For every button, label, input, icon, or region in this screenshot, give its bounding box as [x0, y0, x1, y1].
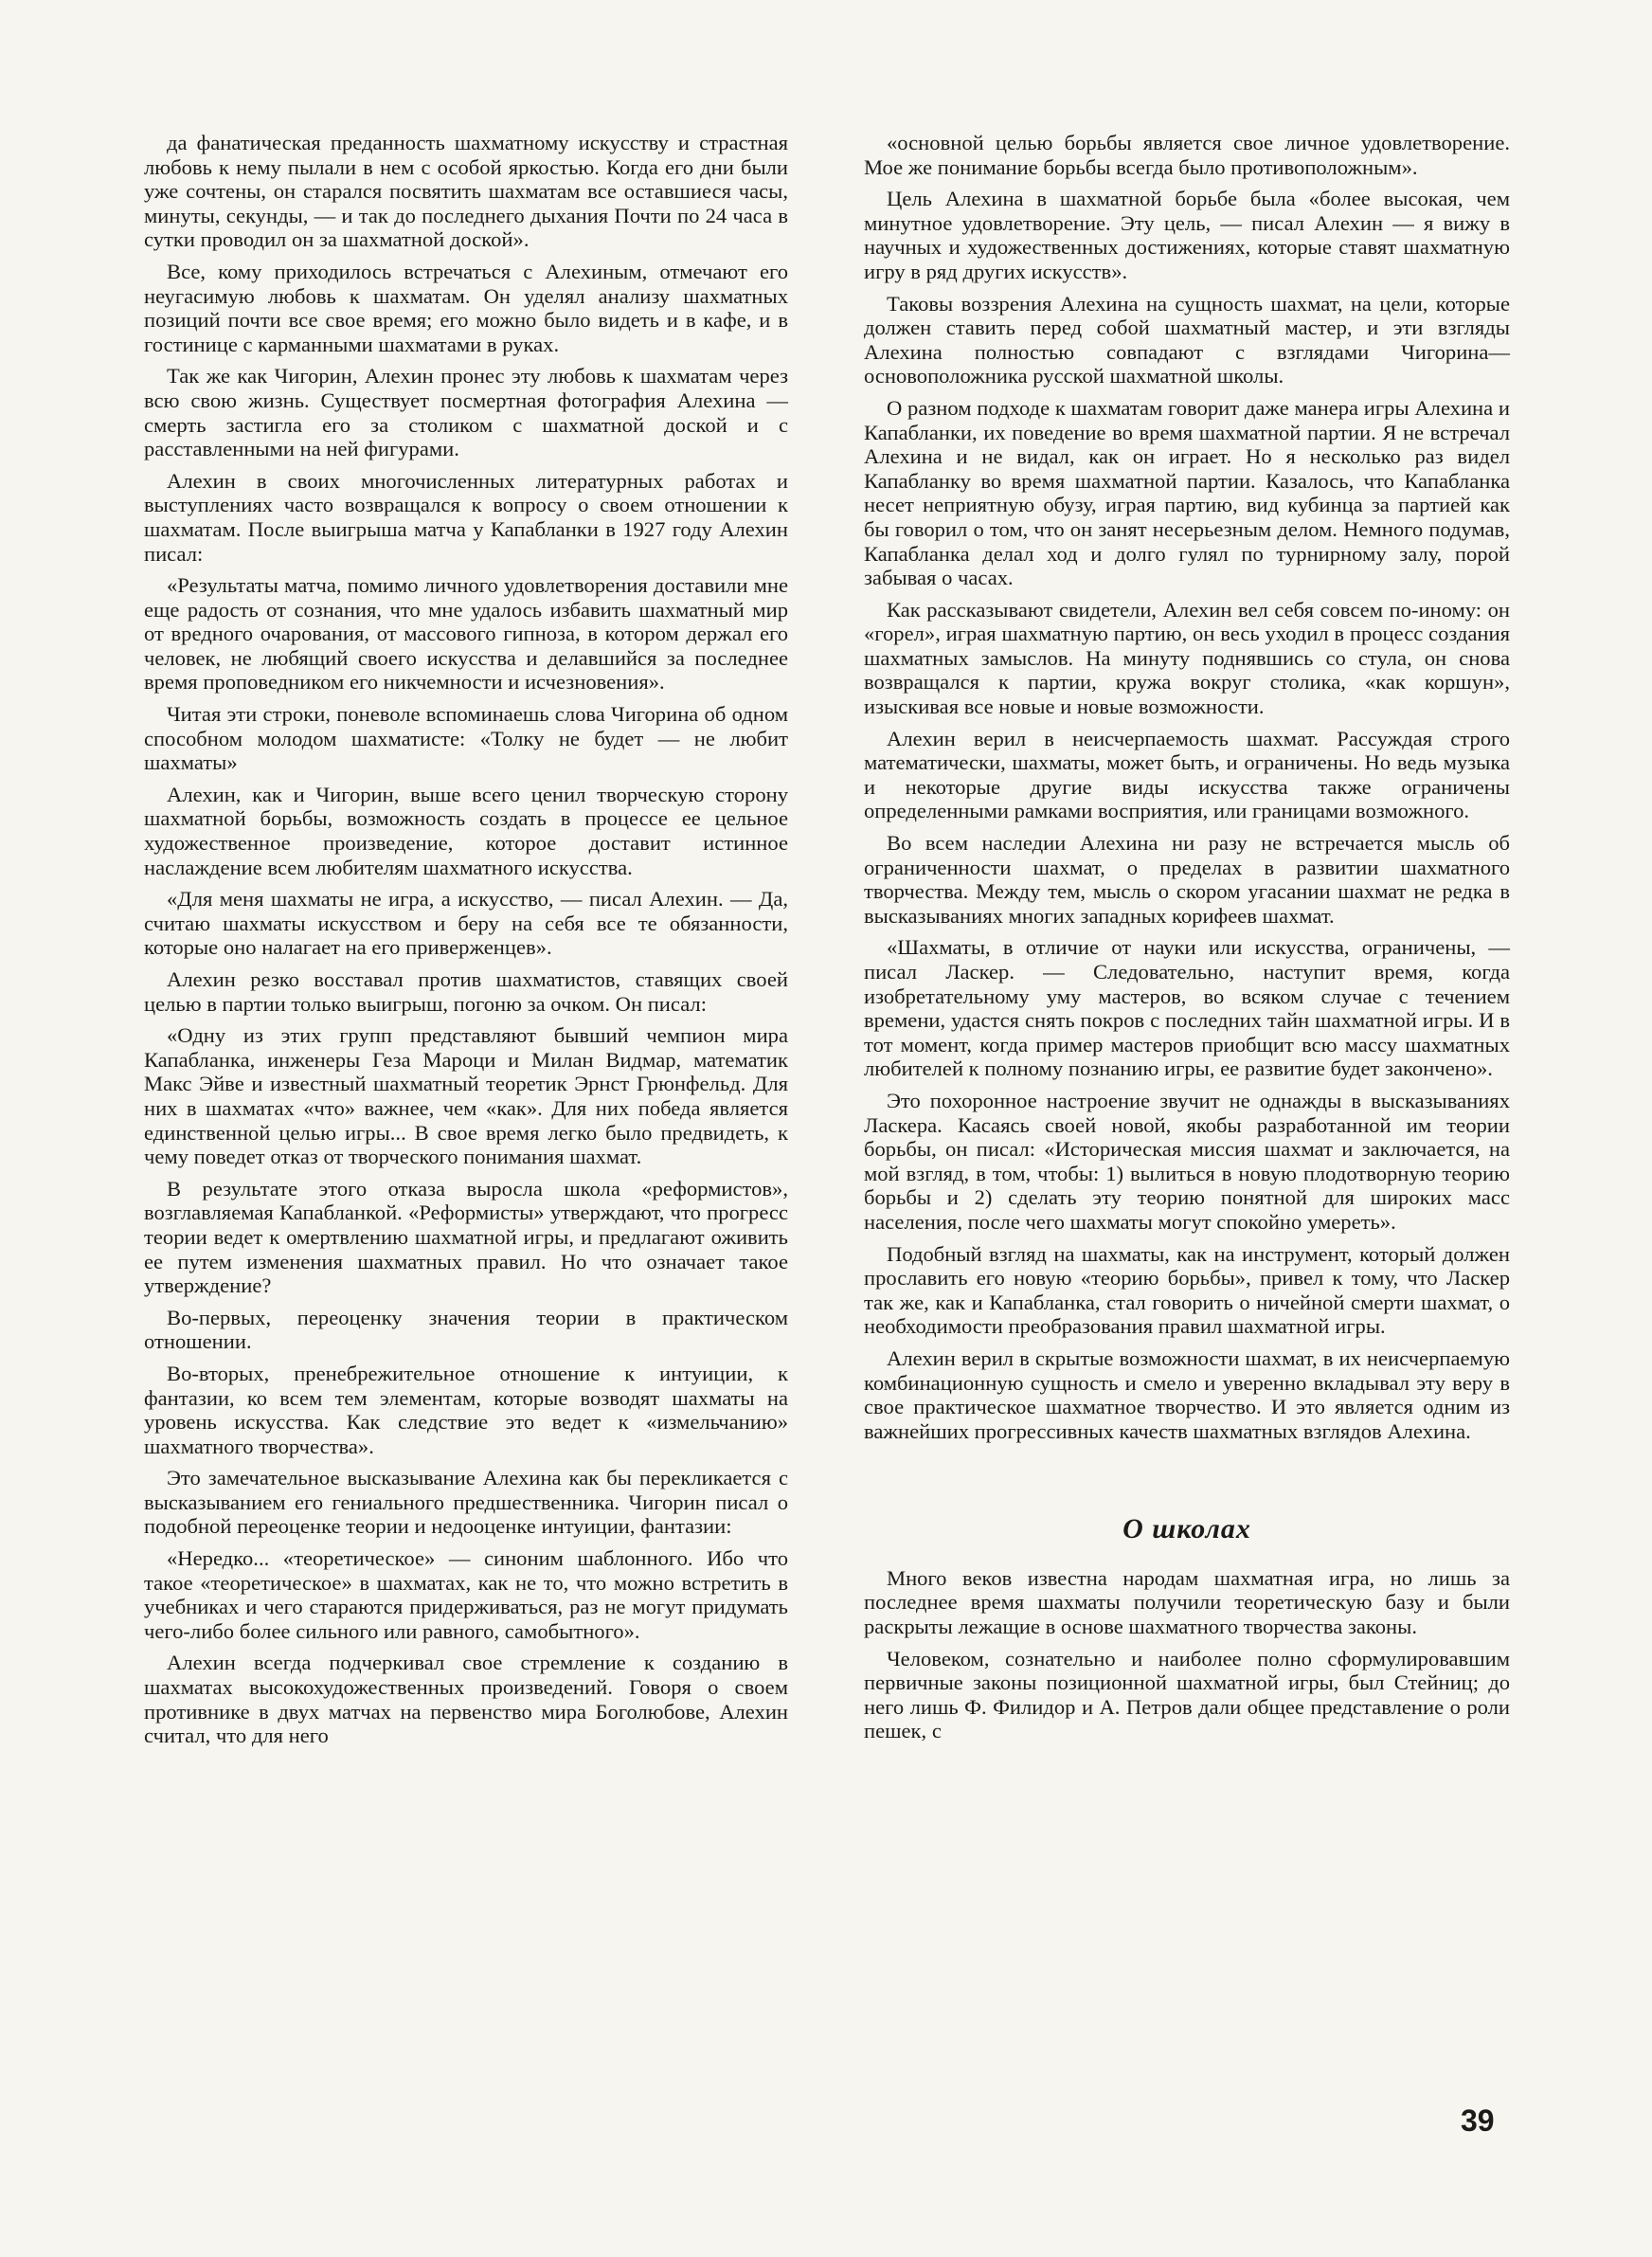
- paragraph: Как рассказывают свидетели, Алехин вел себя совсем по-иному: он «горел», играя шахматную партию, он весь уходил в процесс создания шахматных замыслов. На минуту поднявшись со стула, он снова возвращался к партии, кружа вокруг столика, «как коршун», изыскивая все новые и новые возможности.: [864, 597, 1510, 719]
- paragraph: В результате этого отказа выросла школа «реформистов», возглавляемая Капабланкой. «Реформисты» утверждают, что прогресс теории ведет к омертвлению шахматной игры, и предлагают оживить ее путем изменения шахматных правил. Но что означает такое утверждение?: [144, 1176, 788, 1298]
- paragraph: Алехин, как и Чигорин, выше всего ценил творческую сторону шахматной борьбы, возможность создать в процессе ее цельное художественное произведение, которое доставит истинное наслаждение всем любителям шахматного искусства.: [144, 782, 788, 879]
- paragraph: Алехин верил в скрытые возможности шахмат, в их неисчерпаемую комбинационную сущность и смело и уверенно вкладывал эту веру в свое практическое шахматное творчество. И это является одним из важнейших прогрессивных качеств шахматных взглядов Алехина.: [864, 1345, 1510, 1443]
- paragraph: Подобный взгляд на шахматы, как на инструмент, который должен прославить его новую «теорию борьбы», привел к тому, что Ласкер так же, как и Капабланка, стал говорить о ничейной смерти шахмат, о необходимости преобразования правил шахматной игры.: [864, 1241, 1510, 1339]
- paragraph: Это замечательное высказывание Алехина как бы перекликается с высказыванием его гениального предшественника. Чигорин писал о подобной переоценке теории и недооценке интуиции, фантазии:: [144, 1466, 788, 1539]
- paragraph: Это похоронное настроение звучит не однажды в высказываниях Ласкера. Касаясь своей новой, якобы разработанной им теории борьбы, он писал: «Историческая миссия шахмат и заключается, на мой взгляд, в том, чтобы: 1) вылиться в новую плодотворную теорию борьбы и 2) сделать эту теорию понятной для широких масс населения, после чего шахматы могут спокойно умереть».: [864, 1088, 1510, 1234]
- paragraph: Так же как Чигорин, Алехин пронес эту любовь к шахматам через всю свою жизнь. Существует посмертная фотография Алехина — смерть застигла его за столиком с шахматной доской и с расставленными на ней фигурами.: [144, 364, 788, 461]
- paragraph: «Результаты матча, помимо личного удовлетворения доставили мне еще радость от сознания, что мне удалось избавить шахматный мир от вредного очарования, от массового гипноза, в котором держал его человек, не любящий своего искусства и делавшийся за последнее время проповедником его никчемности и исчезновения».: [144, 573, 788, 695]
- paragraph: Таковы воззрения Алехина на сущность шахмат, на цели, которые должен ставить перед собой шахматный мастер, и эти взгляды Алехина полностью совпадают с взглядами Чигорина—основоположника русской шахматной школы.: [864, 291, 1510, 388]
- paragraph: Все, кому приходилось встречаться с Алехиным, отмечают его неугасимую любовь к шахматам. Он уделял анализу шахматных позиций почти все свое время; его можно было видеть и в кафе, и в гостинице с карманными шахматами в руках.: [144, 259, 788, 356]
- paragraph: Алехин в своих многочисленных литературных работах и выступлениях часто возвращался к вопросу о своем отношении к шахматам. После выигрыша матча у Капабланки в 1927 году Алехин писал:: [144, 468, 788, 566]
- paragraph: Алехин всегда подчеркивал свое стремление к созданию в шахматах высокохудожественных произведений. Говоря о своем противнике в двух матчах на первенство мира Боголюбове, Алехин считал, что для него: [144, 1651, 788, 1748]
- paragraph: Много веков известна народам шахматная игра, но лишь за последнее время шахматы получили теоретическую базу и были раскрыты лежащие в основе шахматного творчества законы.: [864, 1565, 1510, 1639]
- paragraph: Во-первых, переоценку значения теории в практическом отношении.: [144, 1305, 788, 1354]
- paragraph: Во всем наследии Алехина ни разу не встречается мысль об ограниченности шахмат, о пределах в развитии шахматного творчества. Между тем, мысль о скором угасании шахмат не редка в высказываниях многих западных корифеев шахмат.: [864, 831, 1510, 928]
- left-text-column: [144, 131, 788, 1756]
- paragraph: Во-вторых, пренебрежительное отношение к интуиции, к фантазии, ко всем тем элементам, которые возводят шахматы на уровень искусства. Как следствие это ведет к «измельчанию» шахматного творчества».: [144, 1361, 788, 1458]
- paragraph: Человеком, сознательно и наиболее полно сформулировавшим первичные законы позиционной шахматной игры, был Стейниц; до него лишь Ф. Филидор и А. Петров дали общее представление о роли пешек, с: [864, 1646, 1510, 1743]
- paragraph: «основной целью борьбы является свое личное удовлетворение. Мое же понимание борьбы всегда было противоположным».: [864, 131, 1510, 179]
- paragraph: О разном подходе к шахматам говорит даже манера игры Алехина и Капабланки, их поведение во время шахматной партии. Я не встречал Алехина и не видал, как он играет. Но я несколько раз видел Капабланку во время шахматной партии. Казалось, что Капабланка несет неприятную обузу, играя партию, вид кубинца за партией как бы говорил о том, что он занят несерьезным делом. Немного подумав, Капабланка делал ход и долго гулял по турнирному залу, порой забывая о часах.: [864, 395, 1510, 590]
- paragraph: Читая эти строки, поневоле вспоминаешь слова Чигорина об одном способном молодом шахматисте: «Толку не будет — не любит шахматы»: [144, 702, 788, 775]
- paragraph: Алехин резко восставал против шахматистов, ставящих своей целью в партии только выигрыш, погоню за очком. Он писал:: [144, 967, 788, 1016]
- section-heading: О школах: [1122, 1513, 1251, 1545]
- page-number: 39: [1461, 2104, 1495, 2138]
- paragraph: «Шахматы, в отличие от науки или искусства, ограничены, — писал Ласкер. — Следовательно, наступит время, когда изобретательному уму мастеров, во всяком случае с течением времени, удастся снять покров с последних тайн шахматной игры. И в тот момент, когда пример мастеров приобщит всю массу шахматных любителей к полному познанию игры, ее развитие будет закончено».: [864, 935, 1510, 1081]
- paragraph: «Для меня шахматы не игра, а искусство, — писал Алехин. — Да, считаю шахматы искусством и беру на себя все те обязанности, которые оно налагает на его приверженцев».: [144, 887, 788, 960]
- paragraph: Цель Алехина в шахматной борьбе была «более высокая, чем минутное удовлетворение. Эту цель, — писал Алехин — я вижу в научных и художественных достижениях, которые ставят шахматную игру в ряд других искусств».: [864, 187, 1510, 283]
- paragraph: «Одну из этих групп представляют бывший чемпион мира Капабланка, инженеры Геза Мароци и Милан Видмар, математик Макс Эйве и известный шахматный теоретик Эрнст Грюнфельд. Для них в шахматах «что» важнее, чем «как». Для них победа является единственной целью игры... В свое время легко было предвидеть, к чему поведет отказ от творческого понимания шахмат.: [144, 1023, 788, 1169]
- paragraph: да фанатическая преданность шахматному искусству и страстная любовь к нему пылали в нем с особой яркостью. Когда его дни были уже сочтены, он старался посвятить шахматам все оставшиеся часы, минуты, секунды, — и так до последнего дыхания Почти по 24 часа в сутки проводил он за шахматной доской».: [144, 131, 788, 252]
- paragraph: «Нередко... «теоретическое» — синоним шаблонного. Ибо что такое «теоретическое» в шахматах, как не то, что можно встретить в учебниках и чего стараются придерживаться, раз не могут придумать чего-либо более сильного или равного, самобытного».: [144, 1546, 788, 1643]
- paragraph: Алехин верил в неисчерпаемость шахмат. Рассуждая строго математически, шахматы, может быть, и ограничены. Но ведь музыка и некоторые другие виды искусства также ограничены определенными рамками восприятия, или границами возможного.: [864, 726, 1510, 823]
- right-text-column: [864, 131, 1510, 1751]
